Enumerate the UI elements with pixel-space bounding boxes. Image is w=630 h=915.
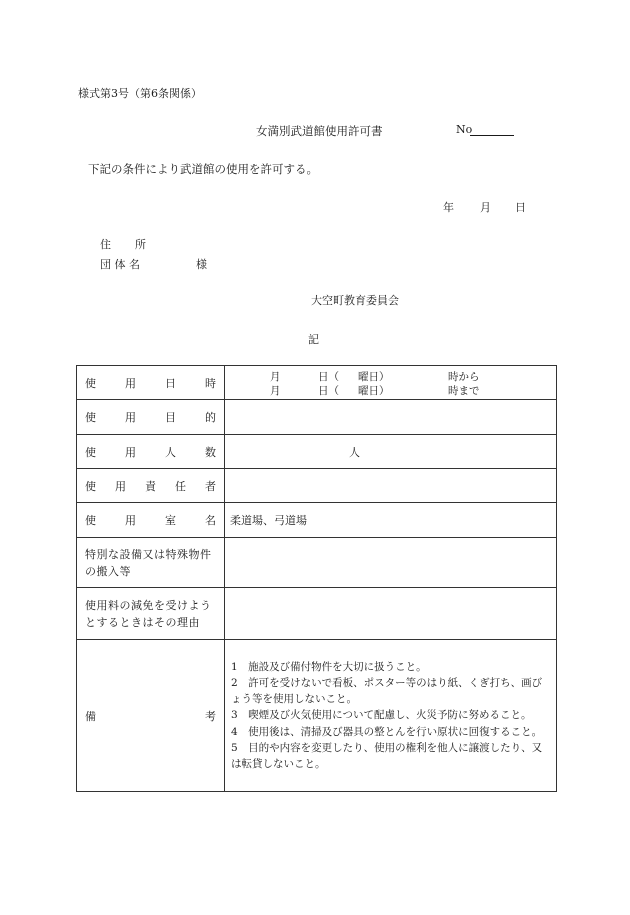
date-day-label: 日 xyxy=(515,201,526,214)
start-month: 月 xyxy=(270,370,281,383)
start-day: 日（ xyxy=(318,370,339,383)
label-char: 使 xyxy=(85,376,96,390)
date-month-label: 月 xyxy=(480,201,491,214)
usage-datetime-value[interactable] xyxy=(225,366,557,400)
label-char: 責 xyxy=(145,479,156,493)
row-usage-people xyxy=(77,435,557,469)
room-name-value[interactable]: 柔道場、弓道場 xyxy=(225,503,557,538)
label-char: 備 xyxy=(85,709,96,723)
issuer-name: 大空町教育委員会 xyxy=(311,294,399,307)
end-weekday: 曜日） xyxy=(358,384,390,397)
number-blank-line xyxy=(470,135,514,136)
label-char: 目 xyxy=(165,411,176,424)
usage-purpose-value[interactable] xyxy=(225,400,557,435)
date-year-label: 年 xyxy=(443,201,454,214)
form-number: 様式第3号（第6条関係） xyxy=(78,87,202,100)
remark-note: 1 施設及び備付物件を大切に扱うこと。 xyxy=(231,660,427,673)
responsible-person-value[interactable] xyxy=(225,469,557,503)
remarks-value xyxy=(225,640,557,792)
label-char: 的 xyxy=(205,411,216,424)
number-label: No xyxy=(456,123,473,136)
usage-start-line xyxy=(230,369,556,383)
start-weekday: 曜日） xyxy=(358,370,390,383)
row-usage-purpose xyxy=(77,400,557,435)
label-char: 用 xyxy=(125,445,136,459)
honorific-sama: 様 xyxy=(196,258,207,271)
row-special-equipment xyxy=(77,538,557,588)
address-label-char-2: 所 xyxy=(135,238,146,251)
special-equipment-label: 特別な設備又は特殊物件の搬入等 xyxy=(77,538,225,588)
remarks-notes-list xyxy=(225,656,556,775)
label-char: 使 xyxy=(85,411,96,424)
usage-people-value[interactable] xyxy=(225,435,557,469)
label-char: 用 xyxy=(115,479,126,493)
label-char: 数 xyxy=(205,445,216,459)
remark-note: 5 目的や内容を変更したり、使用の権利を他人に譲渡したり、又は転貸しないこと。 xyxy=(231,741,543,770)
start-time: 時から xyxy=(448,370,480,383)
label-char: 時 xyxy=(205,376,216,390)
people-unit: 人 xyxy=(349,445,360,459)
label-char: 者 xyxy=(205,479,216,493)
room-name-label xyxy=(77,503,225,538)
remark-note: 4 使用後は、清掃及び器具の整とんを行い原状に回復すること。 xyxy=(231,725,543,738)
remarks-label xyxy=(77,640,225,792)
label-char: 用 xyxy=(125,411,136,424)
label-char: 用 xyxy=(125,376,136,390)
label-char: 日 xyxy=(165,376,176,390)
usage-end-line xyxy=(230,383,556,397)
label-char: 任 xyxy=(175,479,186,493)
remark-note: 3 喫煙及び火気使用について配慮し、火災予防に努めること。 xyxy=(231,709,532,722)
end-day: 日（ xyxy=(318,384,339,397)
row-responsible-person xyxy=(77,469,557,503)
ki-heading: 記 xyxy=(308,333,319,346)
remark-note: 2 許可を受けないで看板、ポスター等のはり紙、くぎ打ち、画びょう等を使用しないこと。 xyxy=(231,676,543,706)
row-room-name xyxy=(77,503,557,538)
document-title: 女満別武道館使用許可書 xyxy=(256,124,383,138)
fee-reduction-value[interactable] xyxy=(225,588,557,640)
permit-conditions-table xyxy=(76,365,557,792)
address-label-char-1: 住 xyxy=(100,238,111,251)
special-equipment-value[interactable] xyxy=(225,538,557,588)
address-label xyxy=(100,236,146,252)
row-fee-reduction xyxy=(77,588,557,640)
end-time: 時まで xyxy=(448,384,480,397)
fee-reduction-label: 使用料の減免を受けようとするときはその理由 xyxy=(77,588,225,640)
label-char: 人 xyxy=(165,445,176,459)
intro-text: 下記の条件により武道館の使用を許可する。 xyxy=(88,162,318,176)
end-month: 月 xyxy=(270,384,281,397)
label-char: 考 xyxy=(205,709,216,723)
usage-datetime-label xyxy=(77,366,225,400)
usage-purpose-label xyxy=(77,400,225,435)
label-char: 使 xyxy=(85,479,96,493)
organization-name-label: 団 体 名 xyxy=(100,258,140,271)
label-char: 室 xyxy=(165,514,176,527)
row-usage-datetime xyxy=(77,366,557,400)
usage-people-label xyxy=(77,435,225,469)
row-remarks xyxy=(77,640,557,792)
label-char: 用 xyxy=(125,514,136,527)
label-char: 使 xyxy=(85,514,96,527)
responsible-person-label xyxy=(77,469,225,503)
label-char: 名 xyxy=(205,514,216,527)
label-char: 使 xyxy=(85,445,96,459)
